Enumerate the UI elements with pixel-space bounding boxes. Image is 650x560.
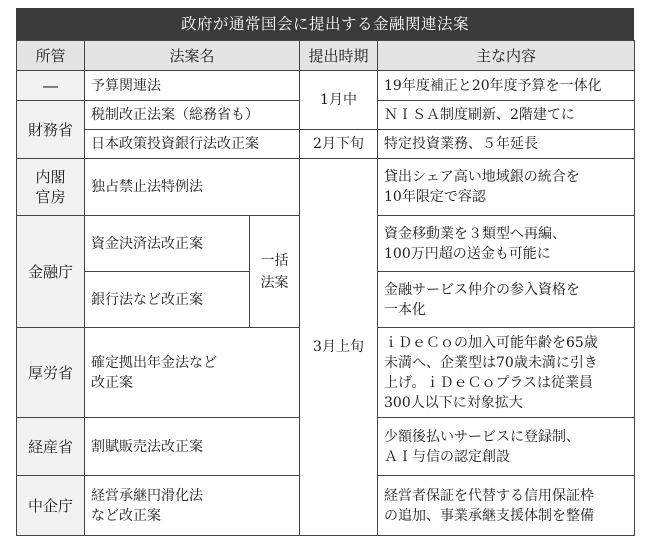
timing-cell: 3月上旬 — [300, 159, 378, 536]
bill-name-cell: 銀行法など改正案 — [85, 272, 250, 328]
content-cell: 貸出シェア高い地域銀の統合を 10年限定で容認 — [378, 159, 635, 216]
bill-table-figure — [16, 8, 634, 536]
content-cell: 19年度補正と20年度予算を一体化 — [378, 71, 635, 101]
ministry-cell: 金融庁 — [17, 216, 85, 328]
ministry-cell: 中企庁 — [17, 476, 85, 536]
content-cell: 資金移動業を３類型へ再編、 100万円超の送金も可能に — [378, 216, 635, 272]
bill-name-cell: 確定拠出年金法など 改正案 — [85, 328, 300, 418]
bill-name-cell: 経営承継円滑化法 など改正案 — [85, 476, 300, 536]
content-cell: 経営者保証を代替する信用保証枠 の追加、事業承継支援体制を整備 — [378, 476, 635, 536]
content-cell: ｉＤｅＣｏの加入可能年齢を65歳 未満へ、企業型は70歳未満に引き 上げ。ｉＤｅＣｏプラスは従業員 300人以下に対象拡大 — [378, 328, 635, 418]
bill-name-cell: 資金決済法改正案 — [85, 216, 250, 272]
table-row — [17, 71, 635, 101]
ministry-cell: 経産省 — [17, 418, 85, 476]
timing-cell: 2月下旬 — [300, 130, 378, 159]
bundle-bill-label: 一括 法案 — [250, 216, 300, 328]
header-row — [17, 41, 635, 71]
table-row — [17, 130, 635, 159]
content-cell: 特定投資業務、５年延長 — [378, 130, 635, 159]
bill-name-cell: 日本政策投資銀行法改正案 — [85, 130, 300, 159]
bill-table — [16, 40, 635, 536]
ministry-cell: 財務省 — [17, 101, 85, 159]
bill-name-cell: 独占禁止法特例法 — [85, 159, 300, 216]
bill-name-cell: 予算関連法 — [85, 71, 300, 101]
content-cell: ＮＩＳＡ制度刷新、2階建てに — [378, 101, 635, 130]
ministry-cell: ― — [17, 71, 85, 101]
header-bill: 法案名 — [85, 41, 300, 71]
header-ministry: 所管 — [17, 41, 85, 71]
bill-name-cell: 税制改正法案（総務省も） — [85, 101, 300, 130]
content-cell: 少額後払いサービスに登録制、 ＡＩ与信の認定創設 — [378, 418, 635, 476]
header-timing: 提出時期 — [300, 41, 378, 71]
timing-cell: 1月中 — [300, 71, 378, 130]
content-cell: 金融サービス仲介の参入資格を 一本化 — [378, 272, 635, 328]
bill-name-cell: 割賦販売法改正案 — [85, 418, 300, 476]
ministry-cell: 厚労省 — [17, 328, 85, 418]
ministry-cell: 内閣 官房 — [17, 159, 85, 216]
table-title: 政府が通常国会に提出する金融関連法案 — [16, 8, 634, 40]
header-content: 主な内容 — [378, 41, 635, 71]
table-row — [17, 159, 635, 216]
